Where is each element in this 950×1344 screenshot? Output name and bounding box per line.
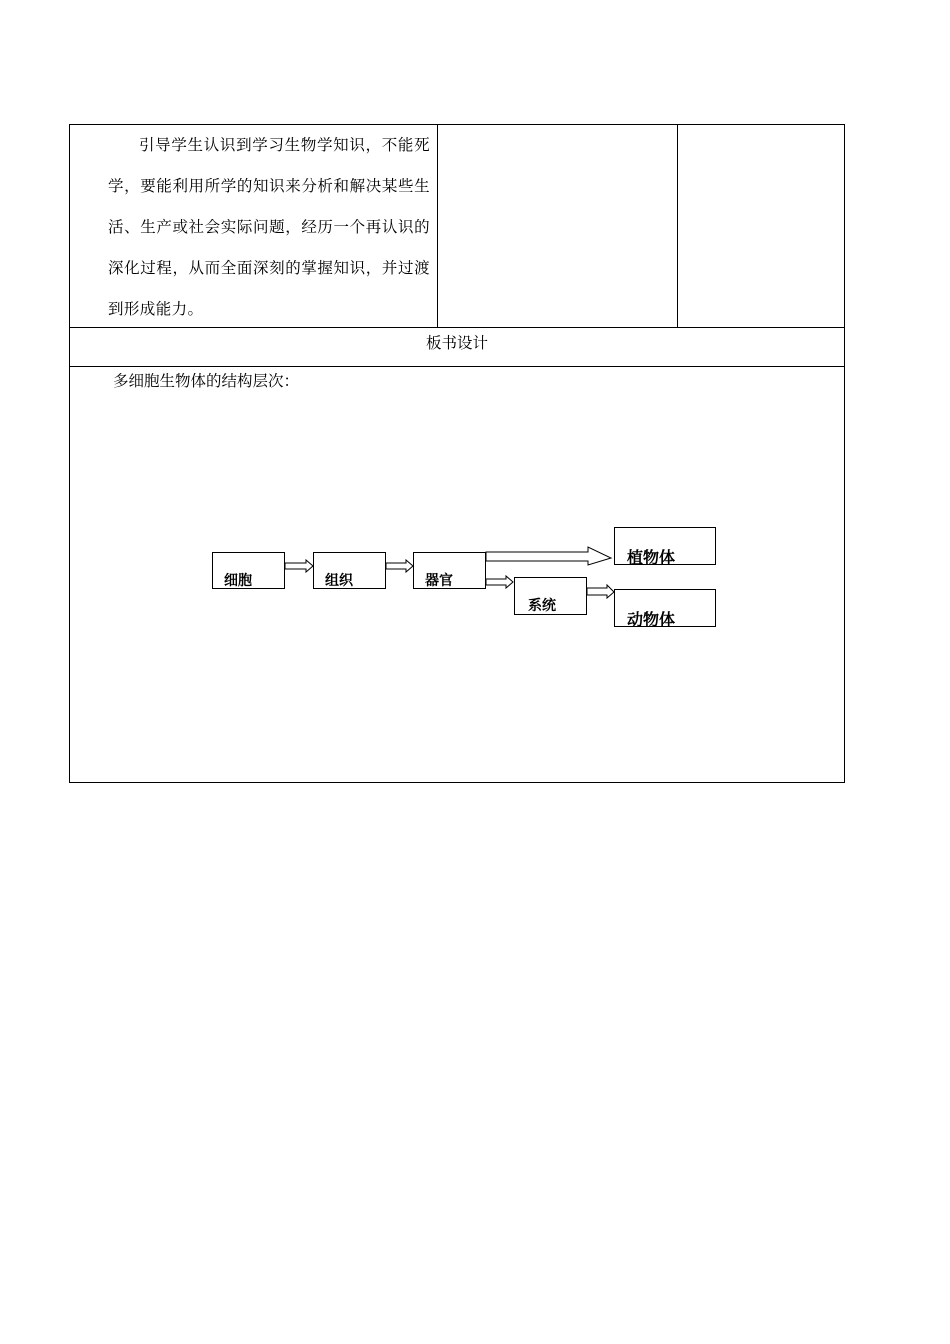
arrow-tissue-to-organ — [386, 560, 413, 572]
arrow-system-to-animal — [587, 585, 614, 598]
teaching-paragraph: 引导学生认识到学习生物学知识，不能死学，要能利用所学的知识来分析和解决某些生活、生产或社会实际问题，经历一个再认识的深化过程，从而全面深刻的掌握知识，并过渡到形成能力。 — [108, 136, 430, 318]
label-system: 系统 — [528, 598, 556, 614]
table-cell-empty-middle — [438, 125, 678, 327]
label-organ: 器官 — [425, 573, 453, 589]
box-organ — [413, 552, 486, 589]
label-tissue: 组织 — [325, 573, 353, 589]
arrow-organ-to-plant — [486, 547, 611, 565]
board-design-content — [70, 367, 844, 782]
label-cell: 细胞 — [224, 573, 252, 589]
box-tissue — [313, 552, 386, 589]
box-system — [514, 577, 587, 615]
table-row-activity — [70, 125, 844, 328]
board-design-heading: 板书设计 — [70, 328, 844, 367]
table-cell-empty-right — [678, 125, 844, 327]
lesson-table — [69, 124, 845, 783]
arrow-cell-to-tissue — [285, 560, 313, 572]
label-animal: 动物体 — [627, 610, 676, 629]
box-cell — [212, 552, 285, 589]
board-title: 多细胞生物体的结构层次： — [113, 372, 300, 390]
box-animal — [614, 589, 716, 627]
table-cell-teaching-content — [70, 125, 438, 327]
box-plant — [614, 527, 716, 565]
label-plant: 植物体 — [627, 548, 676, 567]
arrow-organ-to-system — [486, 576, 513, 588]
